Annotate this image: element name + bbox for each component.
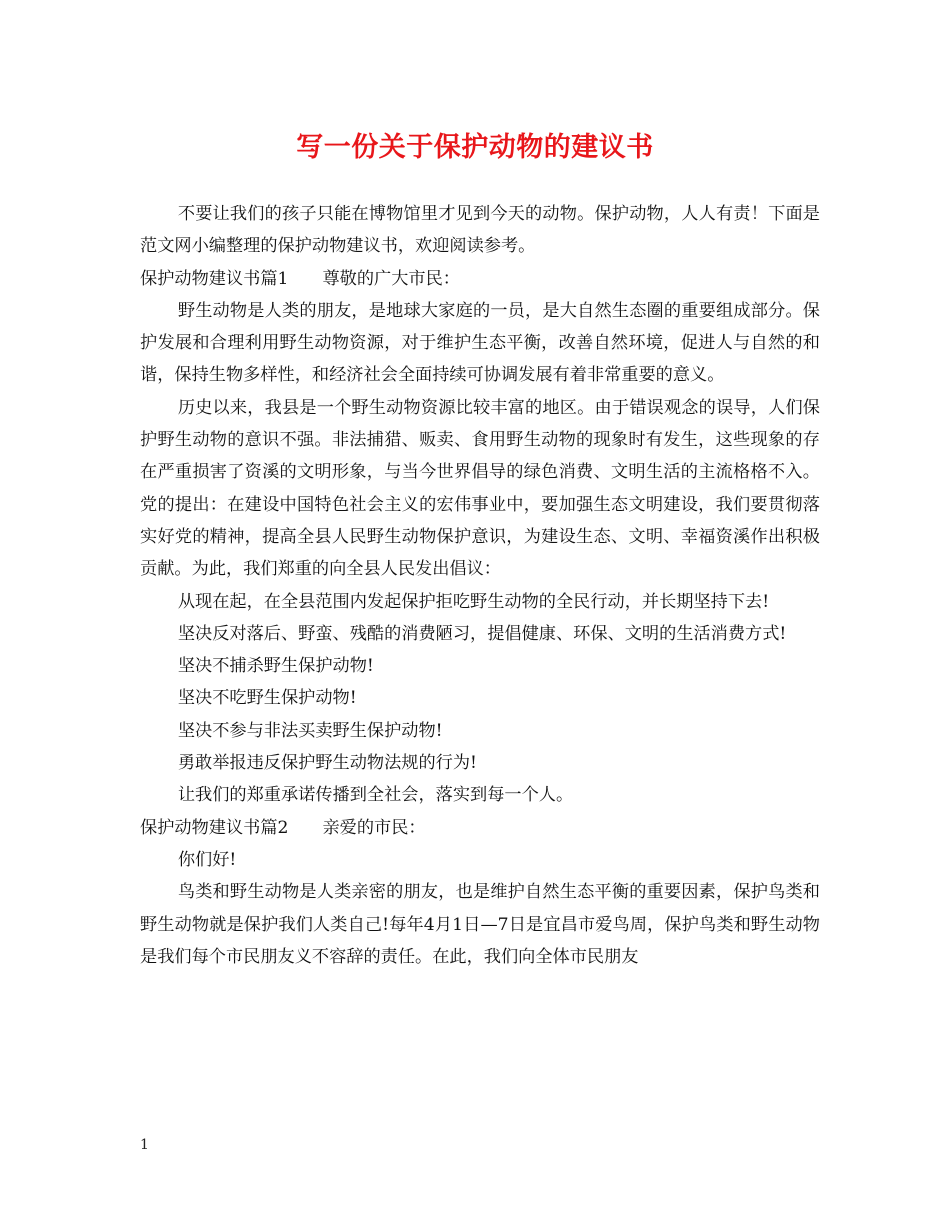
paragraph-history: 历史以来，我县是一个野生动物资源比较丰富的地区。由于错误观念的误导，人们保护野生动物的意识不强。非法捕猎、贩卖、食用野生动物的现象时有发生，这些现象的存在严重损害了资溪的文明形象，与当今世界倡导的绿色消费、文明生活的主流格格不入。党的提出：在建设中国特色社会主义的宏伟事业中，要加强生态文明建设，我们要贯彻落实好党的精神，提高全县人民野生动物保护意识，为建设生态、文明、幸福资溪作出积极贡献。为此，我们郑重的向全县人民发出倡议：: [140, 397, 820, 580]
proposal-item-6: 勇敢举报违反保护野生动物法规的行为!: [177, 753, 477, 774]
section-heading-2: [140, 812, 820, 844]
salutation-1: 尊敬的广大市民：: [322, 268, 460, 289]
page-number: 1: [140, 1137, 149, 1153]
greeting: 你们好!: [177, 849, 237, 870]
document-title: 写一份关于保护动物的建议书: [296, 132, 654, 163]
document-body: [140, 198, 820, 973]
section-label-1: 保护动物建议书篇1: [140, 268, 289, 289]
closing-commitment: 让我们的郑重承诺传播到全社会，落实到每一个人。: [177, 785, 574, 806]
salutation-2: 亲爱的市民：: [322, 817, 426, 838]
proposal-item-5: 坚决不参与非法买卖野生保护动物!: [177, 720, 443, 741]
paragraph-wildlife-friends: 野生动物是人类的朋友，是地球大家庭的一员，是大自然生态圈的重要组成部分。保护发展和合理利用野生动物资源，对于维护生态平衡，改善自然环境，促进人与自然的和谐，保持生物多样性，和经济社会全面持续可协调发展有着非常重要的意义。: [140, 300, 820, 386]
proposal-item-3: 坚决不捕杀野生保护动物!: [177, 656, 374, 677]
section-heading-1: [140, 263, 820, 295]
paragraph-birds: 鸟类和野生动物是人类亲密的朋友，也是维护自然生态平衡的重要因素，保护鸟类和野生动物就是保护我们人类自己!每年4月1日—7日是宜昌市爱鸟周，保护鸟类和野生动物是我们每个市民朋友义不容辞的责任。在此，我们向全体市民朋友: [140, 882, 820, 967]
proposal-item-1: 从现在起，在全县范围内发起保护拒吃野生动物的全民行动，并长期坚持下去!: [177, 591, 770, 612]
paragraph-intro: 不要让我们的孩子只能在博物馆里才见到今天的动物。保护动物，人人有责！下面是范文网小编整理的保护动物建议书，欢迎阅读参考。: [140, 204, 820, 257]
proposal-item-4: 坚决不吃野生保护动物!: [177, 688, 357, 709]
proposal-item-2: 坚决反对落后、野蛮、残酷的消费陋习，提倡健康、环保、文明的生活消费方式!: [177, 623, 787, 644]
section-label-2: 保护动物建议书篇2: [140, 817, 289, 838]
